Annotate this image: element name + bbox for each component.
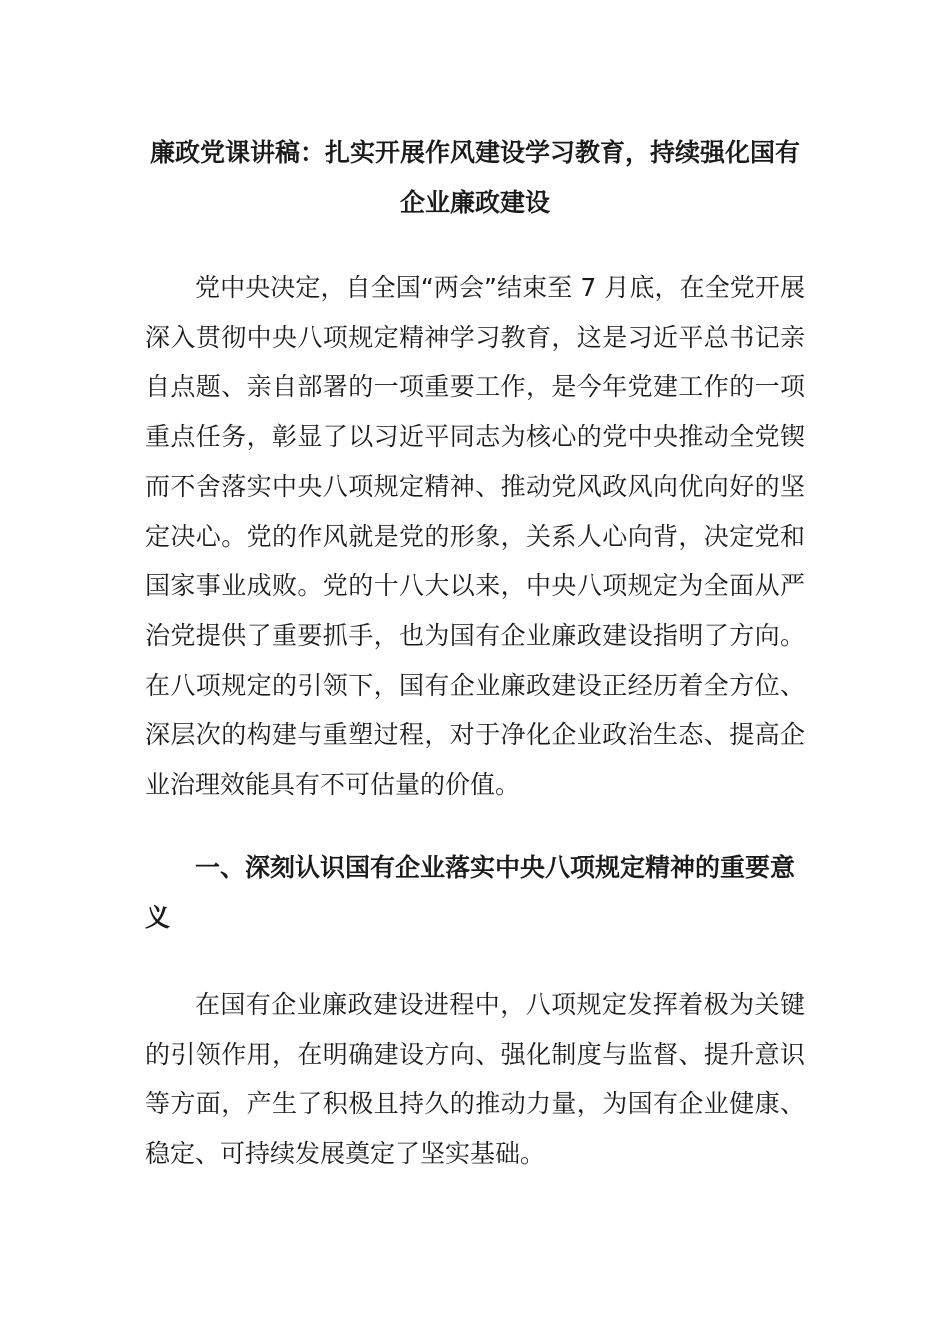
intro-paragraph: 党中央决定，自全国“两会”结束至 7 月底，在全党开展深入贯彻中央八项规定精神学习教育，这是习近平总书记亲自点题、亲自部署的一项重要工作，是今年党建工作的一项重点任务，彰显了以习近平同志为核心的党中央推动全党锲而不舍落实中央八项规定精神、推动党风政风向优向好的坚定决心。党的作风就是党的形象，关系人心向背，决定党和国家事业成败。党的十八大以来，中央八项规定为全面从严治党提供了重要抓手，也为国有企业廉政建设指明了方向。在八项规定的引领下，国有企业廉政建设正经历着全方位、深层次的构建与重塑过程，对于净化企业政治生态、提高企业治理效能具有不可估量的价值。 xyxy=(145,273,805,800)
section-1-paragraph: 在国有企业廉政建设进程中，八项规定发挥着极为关键的引领作用，在明确建设方向、强化制度与监督、提升意识等方面，产生了积极且持久的推动力量，为国有企业健康、稳定、可持续发展奠定了坚实基础。 xyxy=(145,990,805,1169)
section-1-heading: 一、深刻认识国有企业落实中央八项规定精神的重要意义 xyxy=(145,853,796,932)
document-title: 廉政党课讲稿：扎实开展作风建设学习教育，持续强化国有企业廉政建设 xyxy=(149,138,800,217)
